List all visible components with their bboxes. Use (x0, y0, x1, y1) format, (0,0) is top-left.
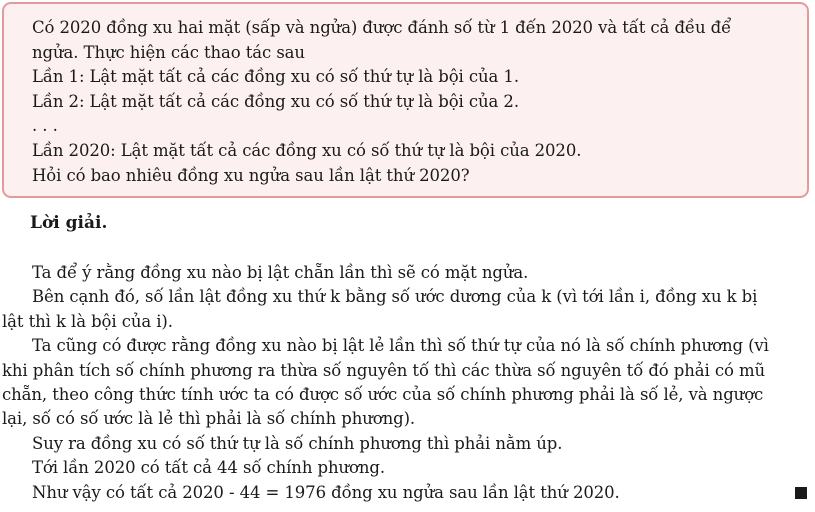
problem-line: Lần 1: Lật mặt tất cả các đồng xu có số thứ tự là bội của 1. (32, 67, 519, 87)
solution-line: lật thì k là bội của i). (2, 311, 173, 331)
solution-paragraph: Tới lần 2020 có tất cả 44 số chính phương. (32, 458, 385, 478)
solution-heading: Lời giải. (30, 213, 108, 233)
solution-line: lại, số có số ước là lẻ thì phải là số chính phương). (2, 409, 416, 429)
solution-paragraph: Suy ra đồng xu có số thứ tự là số chính phương thì phải nằm úp. (32, 433, 563, 453)
solution-conclusion: Như vậy có tất cả 2020 - 44 = 1976 đồng xu ngửa sau lần lật thứ 2020. (32, 482, 620, 502)
problem-line: Lần 2: Lật mặt tất cả các đồng xu có số thứ tự là bội của 2. (32, 91, 519, 111)
solution-paragraph: Bên cạnh đó, số lần lật đồng xu thứ k bằng số ước dương của k (vì tới lần i, đồng xu k bị (32, 287, 758, 307)
solution-paragraph: Ta để ý rằng đồng xu nào bị lật chẵn lần thì sẽ có mặt ngửa. (32, 263, 529, 282)
problem-ellipsis: . . . (32, 116, 58, 136)
solution-body (2, 261, 809, 505)
problem-line: ngửa. Thực hiện các thao tác sau (32, 42, 305, 62)
solution-paragraph: Ta cũng có được rằng đồng xu nào bị lật lẻ lần thì số thứ tự của nó là số chính phương (vì (32, 336, 769, 356)
problem-line: Có 2020 đồng xu hai mặt (sấp và ngửa) được đánh số từ 1 đến 2020 và tất cả đều để (32, 18, 732, 37)
solution-line: khi phân tích số chính phương ra thừa số nguyên tố thì các thừa số nguyên tố đó phải có mũ (2, 360, 766, 380)
problem-box (2, 2, 809, 198)
qed-square-icon (795, 487, 807, 499)
problem-line: Lần 2020: Lật mặt tất cả các đồng xu có số thứ tự là bội của 2020. (32, 140, 582, 160)
problem-question: Hỏi có bao nhiêu đồng xu ngửa sau lần lật thứ 2020? (32, 165, 470, 185)
solution-line: chẵn, theo công thức tính ước ta có được số ước của số chính phương phải là số lẻ, và ngược (2, 384, 764, 404)
